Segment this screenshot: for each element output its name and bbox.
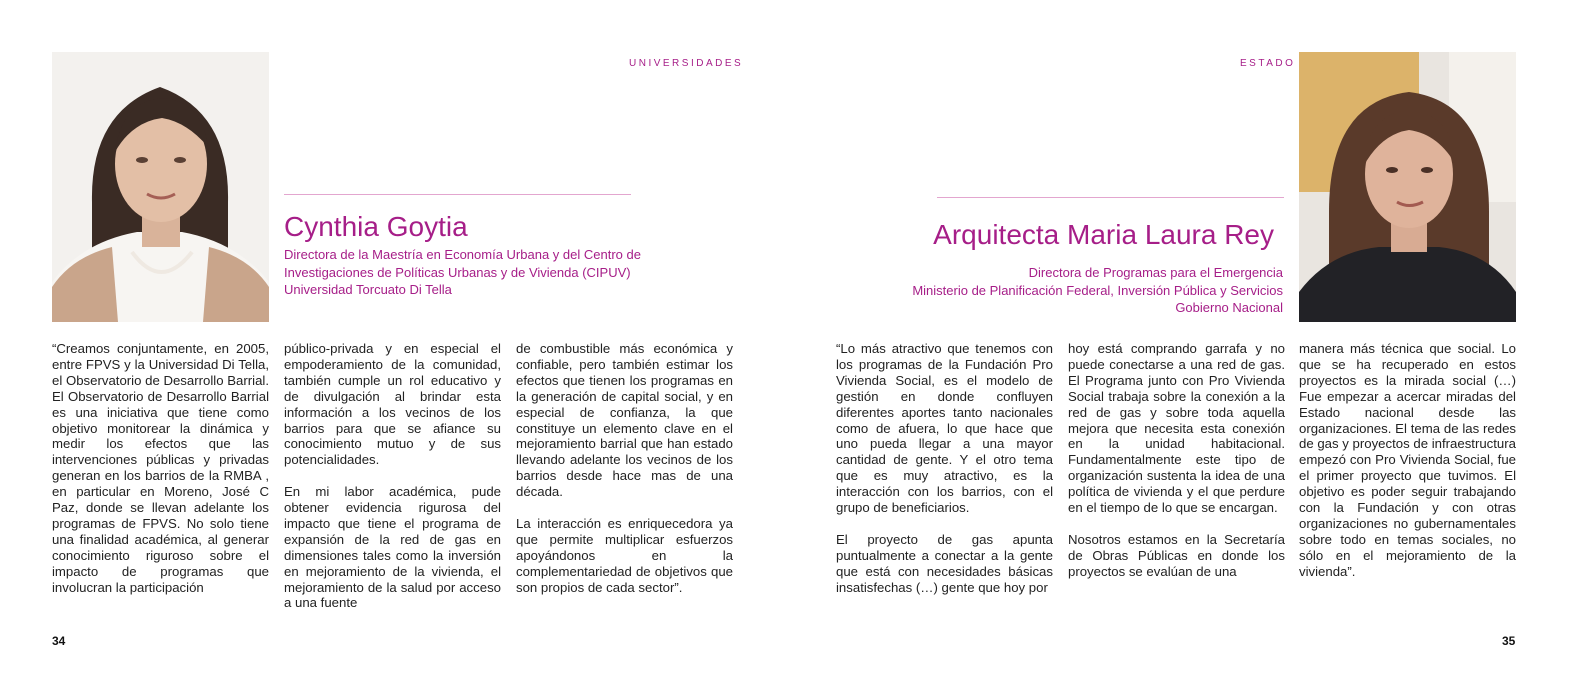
role-line: Investigaciones de Políticas Urbanas y de Vivienda (CIPUV) xyxy=(284,264,631,280)
person-name-maria-laura-rey: Arquitecta Maria Laura Rey xyxy=(933,219,1274,250)
page-number-right: 35 xyxy=(1502,634,1516,648)
role-line: Directora de Programas para el Emergencia xyxy=(1028,265,1283,280)
paragraph: de combustible más económica y confiable, pero también estimar los efectos que tienen los programas en la generación de capital social, y en especial de confianza, la que constituye un elemento clave en el mejoramiento barrial que han estado llevando adelante los vecinos de los barrios desde hace mas de una década. xyxy=(516,341,733,500)
person-role-left xyxy=(284,246,641,299)
role-line: Ministerio de Planificación Federal, Inversión Pública y Servicios xyxy=(912,282,1283,298)
role-line: Directora de la Maestría en Economía Urbana y del Centro de xyxy=(284,247,641,262)
text-column-right-1 xyxy=(836,341,1053,595)
text-column-left-3 xyxy=(516,341,733,595)
paragraph: “Creamos conjuntamente, en 2005, entre FPVS y la Universidad Di Tella, el Observatorio de Desarrollo Barrial. El Observatorio de Desarrollo Barrial es una iniciativa que tiene como objetivo monitorear la dinámica y medir los efectos que las intervenciones públicas y privadas generan en los barrios de la RMBA , en particular en Moreno, José C Paz, donde se llevan adelante los programas de FPVS. No solo tiene una finalidad académica, al generar conocimiento riguroso sobre el impacto de programas que involucran la participación xyxy=(52,341,269,595)
paragraph: La interacción es enriquecedora ya que permite multiplicar esfuerzos apoyándonos en la complementariedad de objetivos que son propios de cada sector”. xyxy=(516,515,733,595)
person-name-cynthia-goytia: Cynthia Goytia xyxy=(284,211,468,242)
paragraph: Nosotros estamos en la Secretaría de Obras Públicas en donde los proyectos se evalúan de una xyxy=(1068,531,1285,579)
section-label-estado: ESTADO xyxy=(1240,58,1296,69)
role-line: Gobierno Nacional xyxy=(1175,300,1283,315)
role-line: Universidad Torcuato Di Tella xyxy=(284,282,452,297)
paragraph: El proyecto de gas apunta puntualmente a conectar a la gente que está con necesidades básicas insatisfechas (…) gente que hoy por xyxy=(836,531,1053,595)
portrait-illustration xyxy=(1299,52,1516,322)
person-role-right xyxy=(912,264,1283,317)
paragraph: En mi labor académica, pude obtener evidencia rigurosa del impacto que tiene el programa de expansión de la red de gas en dimensiones tales como la inversión en mejoramiento de la vivienda, el mejoramiento de la salud por acceso a una fuente xyxy=(284,484,501,611)
text-column-left-1 xyxy=(52,341,269,596)
page-number-left: 34 xyxy=(52,634,66,648)
section-label-universidades: UNIVERSIDADES xyxy=(629,58,744,69)
text-column-right-2 xyxy=(1068,341,1285,580)
portrait-cynthia-goytia xyxy=(52,52,269,322)
portrait-illustration xyxy=(52,52,269,322)
name-divider-left xyxy=(284,194,631,195)
name-divider-right xyxy=(937,197,1284,198)
text-column-right-3 xyxy=(1299,341,1516,580)
portrait-maria-laura-rey xyxy=(1299,52,1516,322)
paragraph: público-privada y en especial el empoderamiento de la comunidad, también cumple un rol educativo y de divulgación al brindar esta información a los vecinos de los barrios para que se afiance su conocimiento mutuo y de sus potencialidades. xyxy=(284,341,501,468)
paragraph: “Lo más atractivo que tenemos con los programas de la Fundación Pro Vivienda Social, es el modelo de gestión en donde confluyen diferentes aportes tanto nacionales como de afuera, lo que hace que uno pueda llegar a una mayor cantidad de gente. Y el otro tema que es muy atractivo, es la interacción con los barrios, con el grupo de beneficiarios. xyxy=(836,341,1053,516)
text-column-left-2 xyxy=(284,341,501,611)
paragraph: manera más técnica que social. Lo que se ha recuperado en estos proyectos es la mirada social (…) Fue empezar a acercar miradas del Estado nacional desde las organizaciones. El tema de las redes de gas y proyectos de infraestructura empezó con Pro Vivienda Social, fue el primer proyecto que tuvimos. El objetivo es poder seguir trabajando con la Fundación y con otras organizaciones no gubernamentales sobre todo en temas sociales, no sólo en el mejoramiento de la vivienda”. xyxy=(1299,341,1516,579)
paragraph: hoy está comprando garrafa y no puede conectarse a una red de gas. El Programa junto con Pro Vivienda Social trabaja sobre la conexión a la red de gas y sobre toda aquella mejora que necesita esta conexión en la unidad habitacional. Fundamentalmente este tipo de organización sustenta la idea de una política de vivienda y el que perdure en el tiempo de lo que se encargan. xyxy=(1068,341,1285,516)
